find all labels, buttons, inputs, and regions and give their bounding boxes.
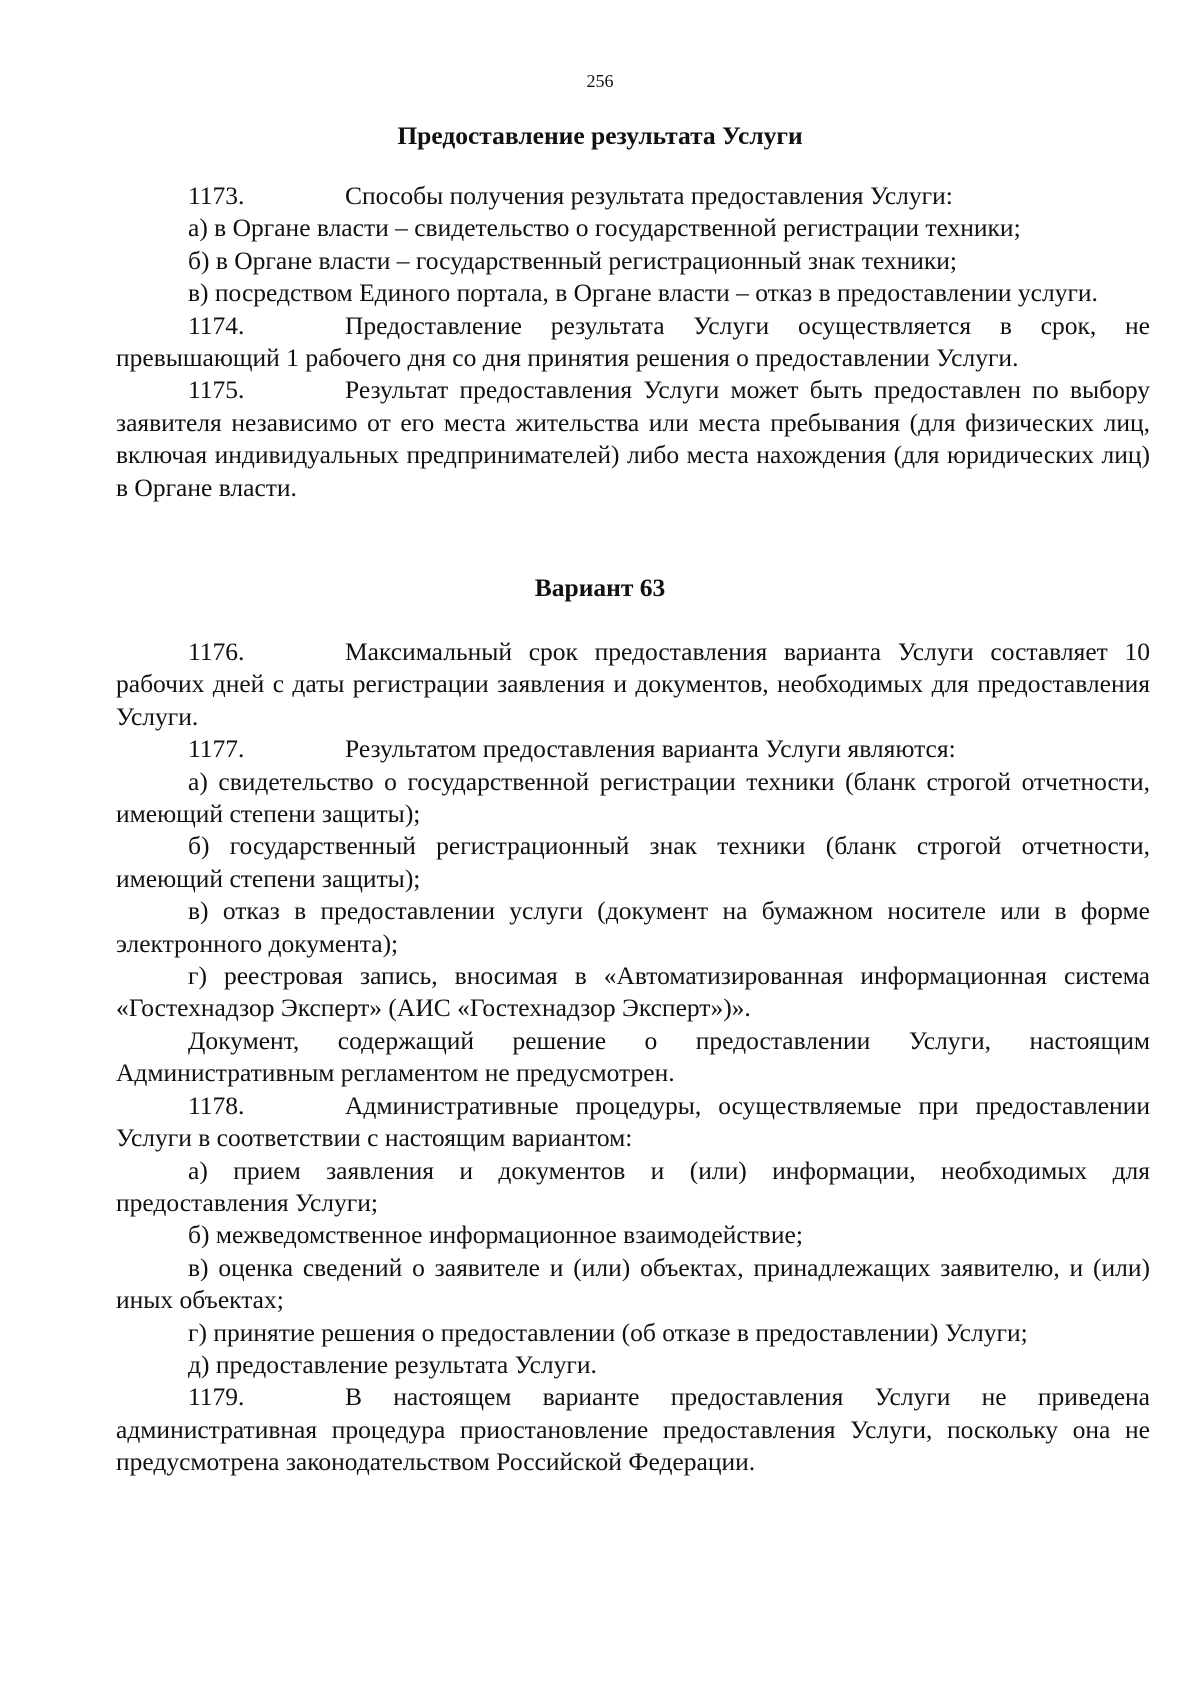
paragraph-text: а) в Органе власти – свидетельство о государственной регистрации техники;	[188, 213, 1021, 243]
paragraph-number: 1175.	[188, 375, 245, 405]
paragraph-number: 1173.	[188, 181, 245, 210]
paragraph-text: в) посредством Единого портала, в Органе власти – отказ в предоставлении услуги.	[188, 278, 1098, 308]
paragraph-text: Документ, содержащий решение о предоставлении Услуги, настоящим Административным регламентом не предусмотрен.	[116, 1025, 1150, 1088]
paragraph	[116, 1252, 1150, 1317]
paragraph-text: б) государственный регистрационный знак техники (бланк строгой отчетности, имеющий степени защиты);	[116, 831, 1150, 893]
numbered-paragraph	[116, 1381, 1150, 1478]
paragraph-text: в) оценка сведений о заявителе и (или) объектах, принадлежащих заявителю, и (или) иных объектах;	[116, 1252, 1150, 1315]
numbered-paragraph	[116, 180, 1150, 212]
section-body	[116, 180, 1150, 504]
paragraph-text: В настоящем варианте предоставления Услуги не приведена административная процедура приостановление предоставления Услуги, поскольку она не предусмотрена законодательством Российской Федерации.	[116, 1382, 1150, 1477]
numbered-paragraph	[116, 310, 1150, 375]
numbered-paragraph	[116, 1090, 1150, 1155]
paragraph-text: Результатом предоставления варианта Услуги являются:	[345, 734, 956, 764]
paragraph-number: 1174.	[188, 310, 245, 340]
variant-title: Вариант 63	[534, 573, 666, 602]
paragraph-text: Способы получения результата предоставления Услуги:	[345, 181, 953, 210]
paragraph	[116, 960, 1150, 1025]
paragraph-number: 1178.	[188, 1090, 245, 1120]
paragraph-number: 1177.	[188, 734, 245, 764]
paragraph	[116, 245, 1150, 277]
numbered-paragraph	[116, 636, 1150, 733]
paragraph	[116, 1155, 1150, 1220]
paragraph	[116, 1219, 1150, 1251]
paragraph	[116, 766, 1150, 831]
paragraph-text: а) свидетельство о государственной регистрации техники (бланк строгой отчетности, имеющий степени защиты);	[116, 766, 1150, 829]
paragraph-text: г) реестровая запись, вносимая в «Автоматизированная информационная система «Гостехнадзор Эксперт» (АИС «Гостехнадзор Эксперт»)».	[116, 961, 1150, 1023]
paragraph	[116, 1317, 1150, 1349]
paragraph-text: Административные процедуры, осуществляемые при предоставлении Услуги в соответствии с настоящим вариантом:	[116, 1090, 1150, 1153]
variant-body	[116, 636, 1150, 1479]
paragraph-number: 1176.	[188, 637, 245, 666]
numbered-paragraph	[116, 374, 1150, 504]
paragraph-text: Предоставление результата Услуги осуществляется в срок, не превышающий 1 рабочего дня со дня принятия решения о предоставлении Услуги.	[116, 310, 1150, 373]
paragraph	[116, 895, 1150, 960]
paragraph-text: Результат предоставления Услуги может быть предоставлен по выбору заявителя независимо от его места жительства или места пребывания (для физических лиц, включая индивидуальных предпринимателей) либо места нахождения (для юридических лиц) в Органе власти.	[116, 375, 1150, 502]
paragraph-text: Максимальный срок предоставления варианта Услуги составляет 10 рабочих дней с даты регистрации заявления и документов, необходимых для предоставления Услуги.	[116, 637, 1150, 731]
paragraph	[116, 830, 1150, 895]
page-number: 256	[586, 71, 614, 91]
paragraph-text: б) межведомственное информационное взаимодействие;	[188, 1220, 803, 1250]
paragraph	[116, 277, 1150, 309]
paragraph	[116, 212, 1150, 244]
numbered-paragraph	[116, 733, 1150, 765]
paragraph-text: б) в Органе власти – государственный регистрационный знак техники;	[188, 245, 957, 275]
paragraph-number: 1179.	[188, 1382, 245, 1412]
paragraph	[116, 1025, 1150, 1090]
section-title: Предоставление результата Услуги	[397, 121, 803, 150]
paragraph-text: г) принятие решения о предоставлении (об отказе в предоставлении) Услуги;	[188, 1317, 1028, 1347]
paragraph-text: а) прием заявления и документов и (или) информации, необходимых для предоставления Услуги;	[116, 1155, 1150, 1217]
paragraph-text: в) отказ в предоставлении услуги (документ на бумажном носителе или в форме электронного документа);	[116, 896, 1150, 958]
paragraph-text: д) предоставление результата Услуги.	[188, 1349, 597, 1379]
paragraph	[116, 1349, 1150, 1381]
